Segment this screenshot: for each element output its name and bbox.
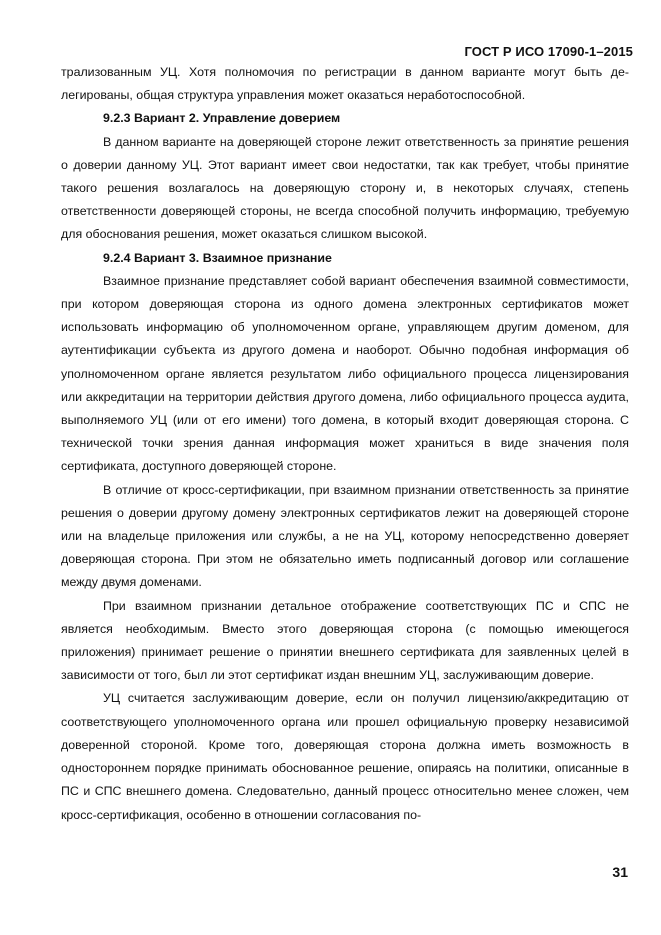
subsection-heading-9-2-3: 9.2.3 Вариант 2. Управление доверием [103,111,341,126]
subsection-heading-9-2-4: 9.2.4 Вариант 3. Взаимное признание [103,250,332,265]
paragraph: Взаимное признание представляет собой вариант обеспечения взаимной совместимости, при котором доверяющая сторона из одного домена электронных сертификатов может использовать информацию об уполномоченном органе, управляющем другим доменом, для аутентификации субъекта из другого домена и наоборот. Обычно подобная информация об уполномоченном органе является результатом либо официального процесса лицензирования или аккредитации на территории действия другого домена, либо официального процесса аудита, выполняемого УЦ (или от его имени) того домена, в который входит доверяющая сторона. С технической точки зрения данная информация может храниться в виде значения поля сертификата, доступного доверяющей стороне. [61,273,629,474]
standard-header: ГОСТ Р ИСО 17090-1–2015 [464,44,633,59]
body-text [61,61,629,827]
page-number: 31 [612,864,628,880]
paragraph: В данном варианте на доверяющей стороне лежит ответственность за принятие решения о доверии данному УЦ. Этот вариант имеет свои недостатки, так как требует, чтобы принятие такого решения возлагалось на доверяющую сторону и, в некоторых случаях, степень ответственности доверяющей стороны, не всегда способной получить информацию, требуемую для обоснования решения, может оказаться слишком высокой. [61,134,629,242]
paragraph: трализованным УЦ. Хотя полномочия по регистрации в данном варианте могут быть делегированы, общая структура управления может оказаться неработоспособной. [61,65,629,103]
paragraph: В отличие от кросс-сертификации, при взаимном признании ответственность за принятие решения о доверии другому домену электронных сертификатов лежит на доверяющей стороне или на владельце приложения или службы, а не на УЦ, которому непосредственно доверяет доверяющая сторона. При этом не обязательно иметь подписанный договор или соглашение между двумя доменами. [61,482,629,590]
paragraph: УЦ считается заслуживающим доверие, если он получил лицензию/аккредитацию от соответствующего уполномоченного органа или прошел официальную проверку независимой доверенной стороной. Кроме того, доверяющая сторона должна иметь возможность в одностороннем порядке принимать обоснованное решение, опираясь на политики, описанные в ПС и СПС внешнего домена. Следовательно, данный процесс относительно менее сложен, чем кросс-сертификация, особенно в отношении согласования по- [61,691,629,822]
paragraph: При взаимном признании детальное отображение соответствующих ПС и СПС не является необходимым. Вместо этого доверяющая сторона (с помощью имеющегося приложения) принимает решение о принятии внешнего сертификата для заявленных целей в зависимости от того, был ли этот сертификат издан внешним УЦ, заслуживающим доверие. [61,598,629,683]
